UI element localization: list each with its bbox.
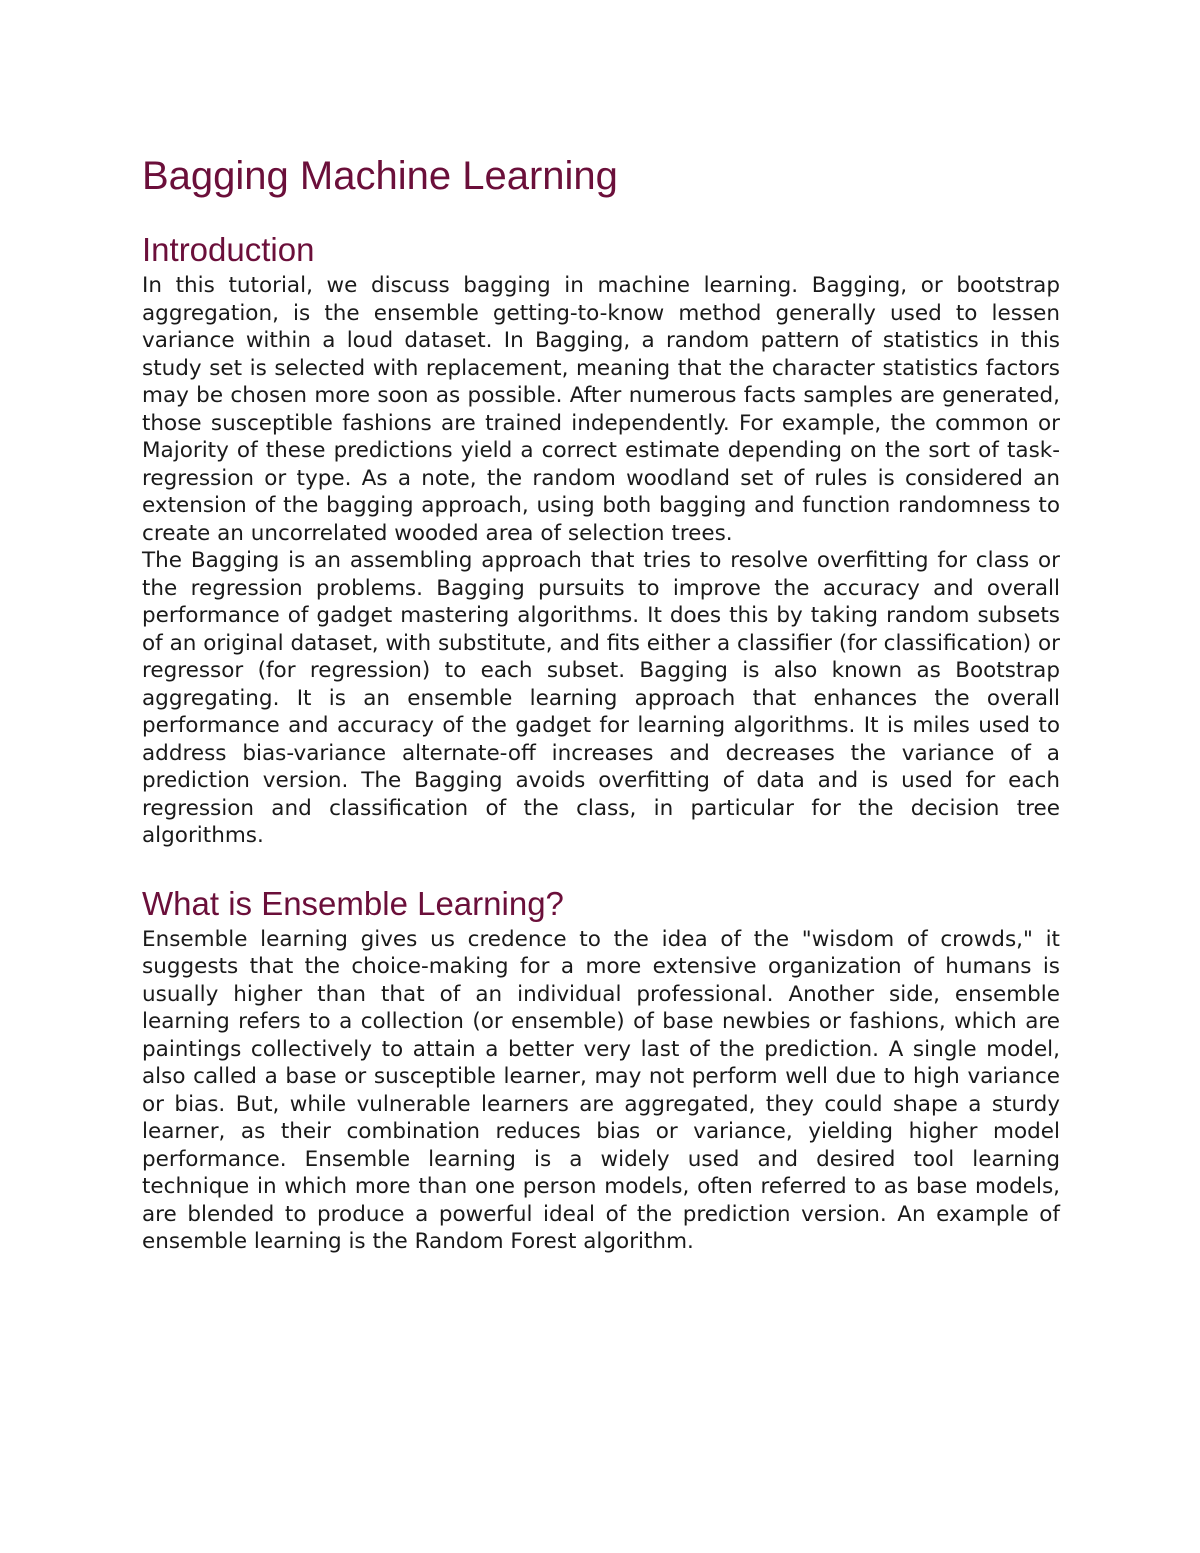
document-page bbox=[142, 150, 1060, 1256]
intro-paragraph-1: In this tutorial, we discuss bagging in machine learning. Bagging, or bootstrap aggregation, is the ensemble getting-to-know method generally used to lessen variance within a loud dataset. In Bagging, a random pattern of statistics in this study set is selected with replacement, meaning that the character statistics factors may be chosen more soon as possible. After numerous facts samples are generated, those susceptible fashions are trained independently. For example, the common or Majority of these predictions yield a correct estimate depending on the sort of task- regression or type. As a note, the random woodland set of rules is considered an extension of the bagging approach, using both bagging and function randomness to create an uncorrelated wooded area of selection trees. bbox=[142, 273, 1060, 546]
section-heading-ensemble-learning: What is Ensemble Learning? bbox=[142, 884, 564, 922]
document-title: Bagging Machine Learning bbox=[142, 154, 618, 198]
intro-paragraph-2: The Bagging is an assembling approach that tries to resolve overfitting for class or the regression problems. Bagging pursuits to improve the accuracy and overall performance of gadget mastering algorithms. It does this by taking random subsets of an original dataset, with substitute, and fits either a classifier (for classification) or regressor (for regression) to each subset. Bagging is also known as Bootstrap aggregating. It is an ensemble learning approach that enhances the overall performance and accuracy of the gadget for learning algorithms. It is miles used to address bias-variance alternate-off increases and decreases the variance of a prediction version. The Bagging avoids overfitting of data and is used for each regression and classification of the class, in particular for the decision tree algorithms. bbox=[142, 548, 1060, 848]
section-heading-introduction: Introduction bbox=[142, 231, 315, 268]
ensemble-paragraph-1: Ensemble learning gives us credence to the idea of the "wisdom of crowds," it suggests that the choice-making for a more extensive organization of humans is usually higher than that of an individual professional. Another side, ensemble learning refers to a collection (or ensemble) of base newbies or fashions, which are paintings collectively to attain a better very last of the prediction. A single model, also called a base or susceptible learner, may not perform well due to high variance or bias. But, while vulnerable learners are aggregated, they could shape a sturdy learner, as their combination reduces bias or variance, yielding higher model performance. Ensemble learning is a widely used and desired tool learning technique in which more than one person models, often referred to as base models, are blended to produce a powerful ideal of the prediction version. An example of ensemble learning is the Random Forest algorithm. bbox=[142, 926, 1060, 1254]
